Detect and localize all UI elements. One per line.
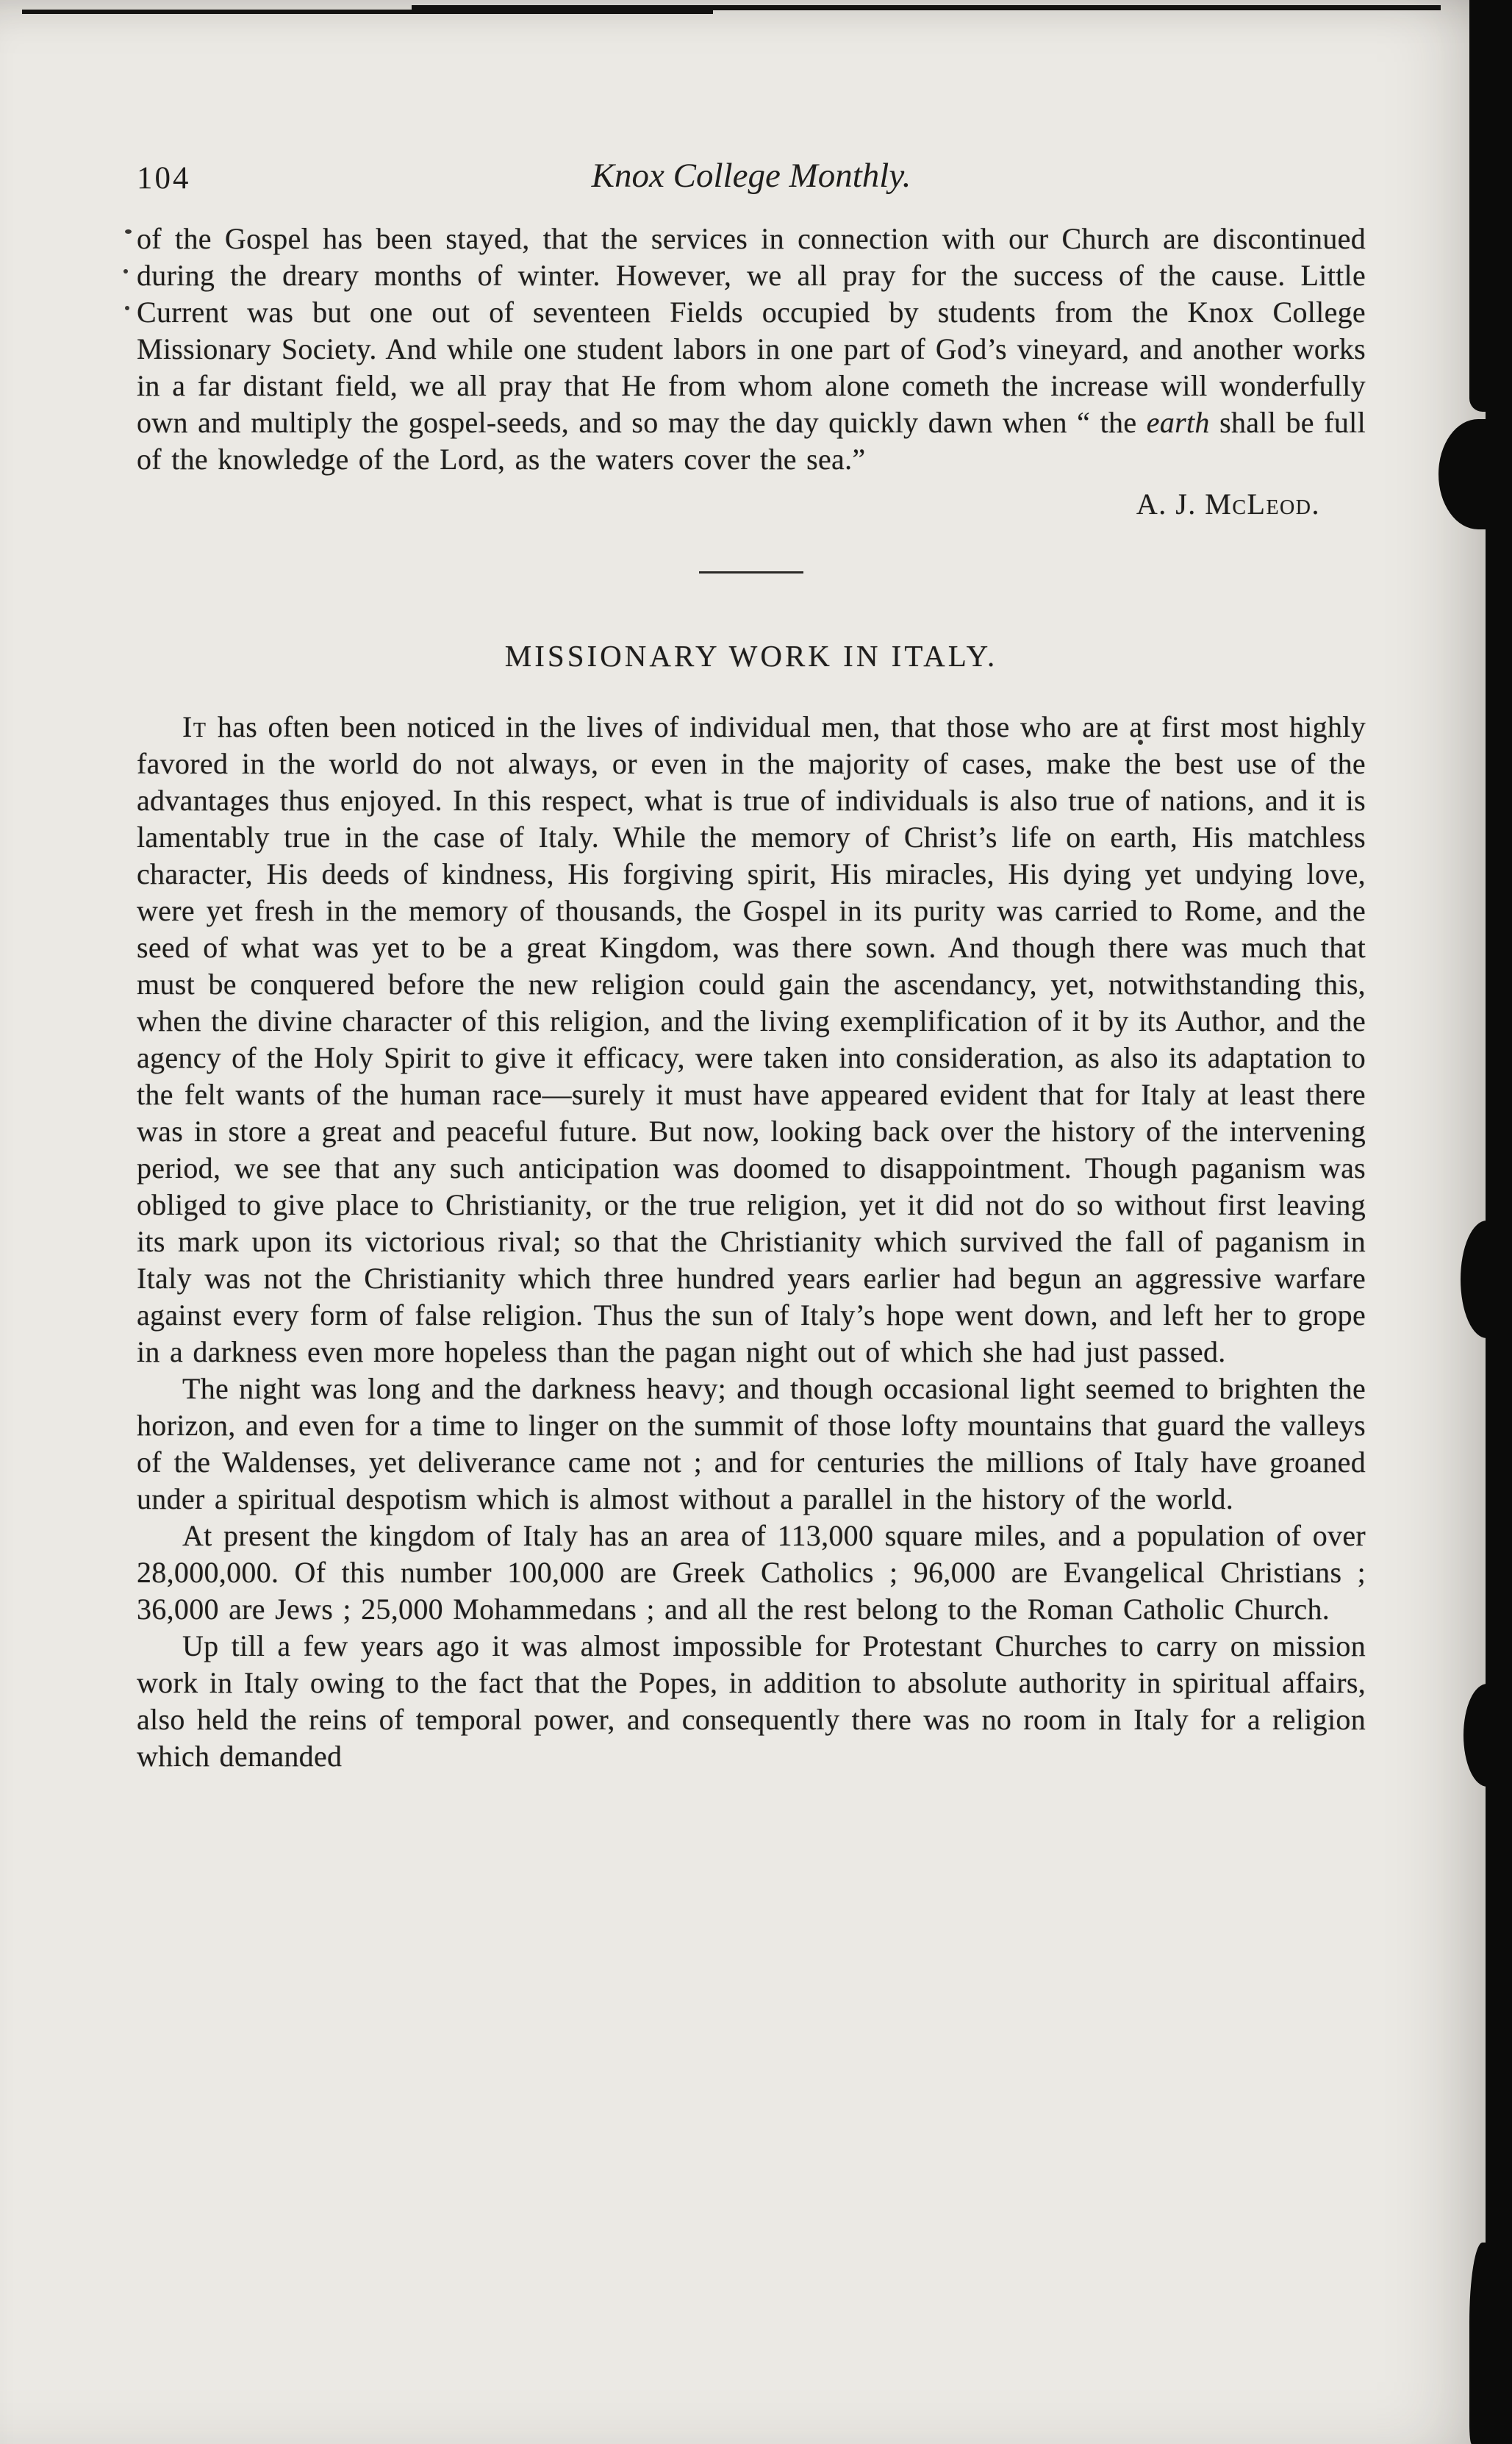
paragraph-lead-word: It — [182, 710, 207, 743]
continuation-paragraph — [137, 221, 1366, 478]
scan-speck — [125, 229, 132, 234]
scan-edge-blotch — [1461, 1221, 1491, 1338]
continuation-text-start: of the Gospel has been stayed, that the services in connection with our Church are discontinued during the dreary months of winter. However, we all pray for the success of the cause. Little Current was but one out of seventeen Fields occupied by students from the Knox College Missionary Society. And while one student labors in one part of God’s vineyard, and another works in a far distant field, we all pray that He from whom alone cometh the increase will wonderfully own and multiply the gospel-seeds, and so may the day quickly dawn when “ the — [137, 222, 1366, 439]
italic-word-earth: earth — [1146, 406, 1210, 439]
scan-right-edge-band — [1469, 0, 1512, 412]
article-paragraph: Up till a few years ago it was almost impossible for Protestant Churches to carry on mission work in Italy owing to the fact that the Popes, in addition to absolute authority in spiritual affairs, also held the reins of temporal power, and consequently there was no room in Italy for a religion which demanded — [137, 1629, 1366, 1773]
article-paragraph — [137, 709, 1366, 1371]
section-divider — [699, 571, 803, 574]
page-header — [137, 156, 1366, 201]
article-paragraph: At present the kingdom of Italy has an area of 113,000 square miles, and a population of over 28,000,000. Of this number 100,000 are Greek Catholics ; 96,000 are Evangelical Christians ; 36,000 are Jews ; 25,000 Mohammedans ; and all the rest belong to the Roman Catholic Church. — [137, 1519, 1366, 1626]
paragraph-text: has often been noticed in the lives of individual men, that those who are at first most highly favored in the world do not always, or even in the majority of cases, make the best use of the advantages thus enjoyed. In this respect, what is true of individuals is also true of nations, and it is lamentably true in the case of Italy. While the memory of Christ’s life on earth, His matchless character, His deeds of kindness, His forgiving spirit, His miracles, His dying yet undying love, were yet fresh in the memory of thousands, the Gospel in its purity was carried to Rome, and the seed of what was yet to be a great Kingdom, was there sown. And though there was much that must be conquered before the new religion could gain the ascendancy, yet, notwithstanding this, when the divine character of this religion, and the living exemplification of it by its Author, and the agency of the Holy Spirit to give it efficacy, were taken into consideration, as also its adaptation to the felt wants of the human race—surely it must have appeared evident that for Italy at least there was in store a great and peaceful future. But now, looking back over the history of the intervening period, we see that any such anticipation was doomed to disappointment. Though paganism was obliged to give place to Christianity, or the true religion, yet it did not do so without first leaving its mark upon its victorious rival; so that the Christianity which survived the fall of paganism in Italy was not the Christianity which three hundred years earlier had begun an aggressive warfare against every form of false religion. Thus the sun of Italy’s hope went down, and left her to grope in a darkness even more hopeless than the pagan night out of which she had just passed. — [137, 710, 1366, 1368]
article-heading: MISSIONARY WORK IN ITALY. — [504, 639, 998, 673]
scan-edge-blotch — [1463, 1684, 1491, 1787]
article-paragraph: The night was long and the darkness heavy; and though occasional light seemed to brighten the horizon, and even for a time to linger on the summit of those lofty mountains that guard the valleys of the Waldenses, yet deliverance came not ; and for centuries the millions of Italy have groaned under a spiritual despotism which is almost without a parallel in the history of the world. — [137, 1372, 1366, 1515]
scan-top-edge-line — [412, 5, 1441, 10]
page-number: 104 — [137, 161, 191, 196]
scan-edge-blotch — [1438, 419, 1491, 529]
scan-speck — [125, 306, 129, 310]
scan-edge-blotch — [1469, 2243, 1491, 2444]
continuation-text-end: shall be full of the knowledge of the Lord, as the waters cover the sea.” — [137, 406, 1366, 476]
page-content — [137, 221, 1366, 1775]
scan-speck — [123, 269, 128, 274]
journal-title: Knox College Monthly. — [591, 157, 911, 195]
author-signature: A. J. McLeod. — [1136, 487, 1320, 521]
